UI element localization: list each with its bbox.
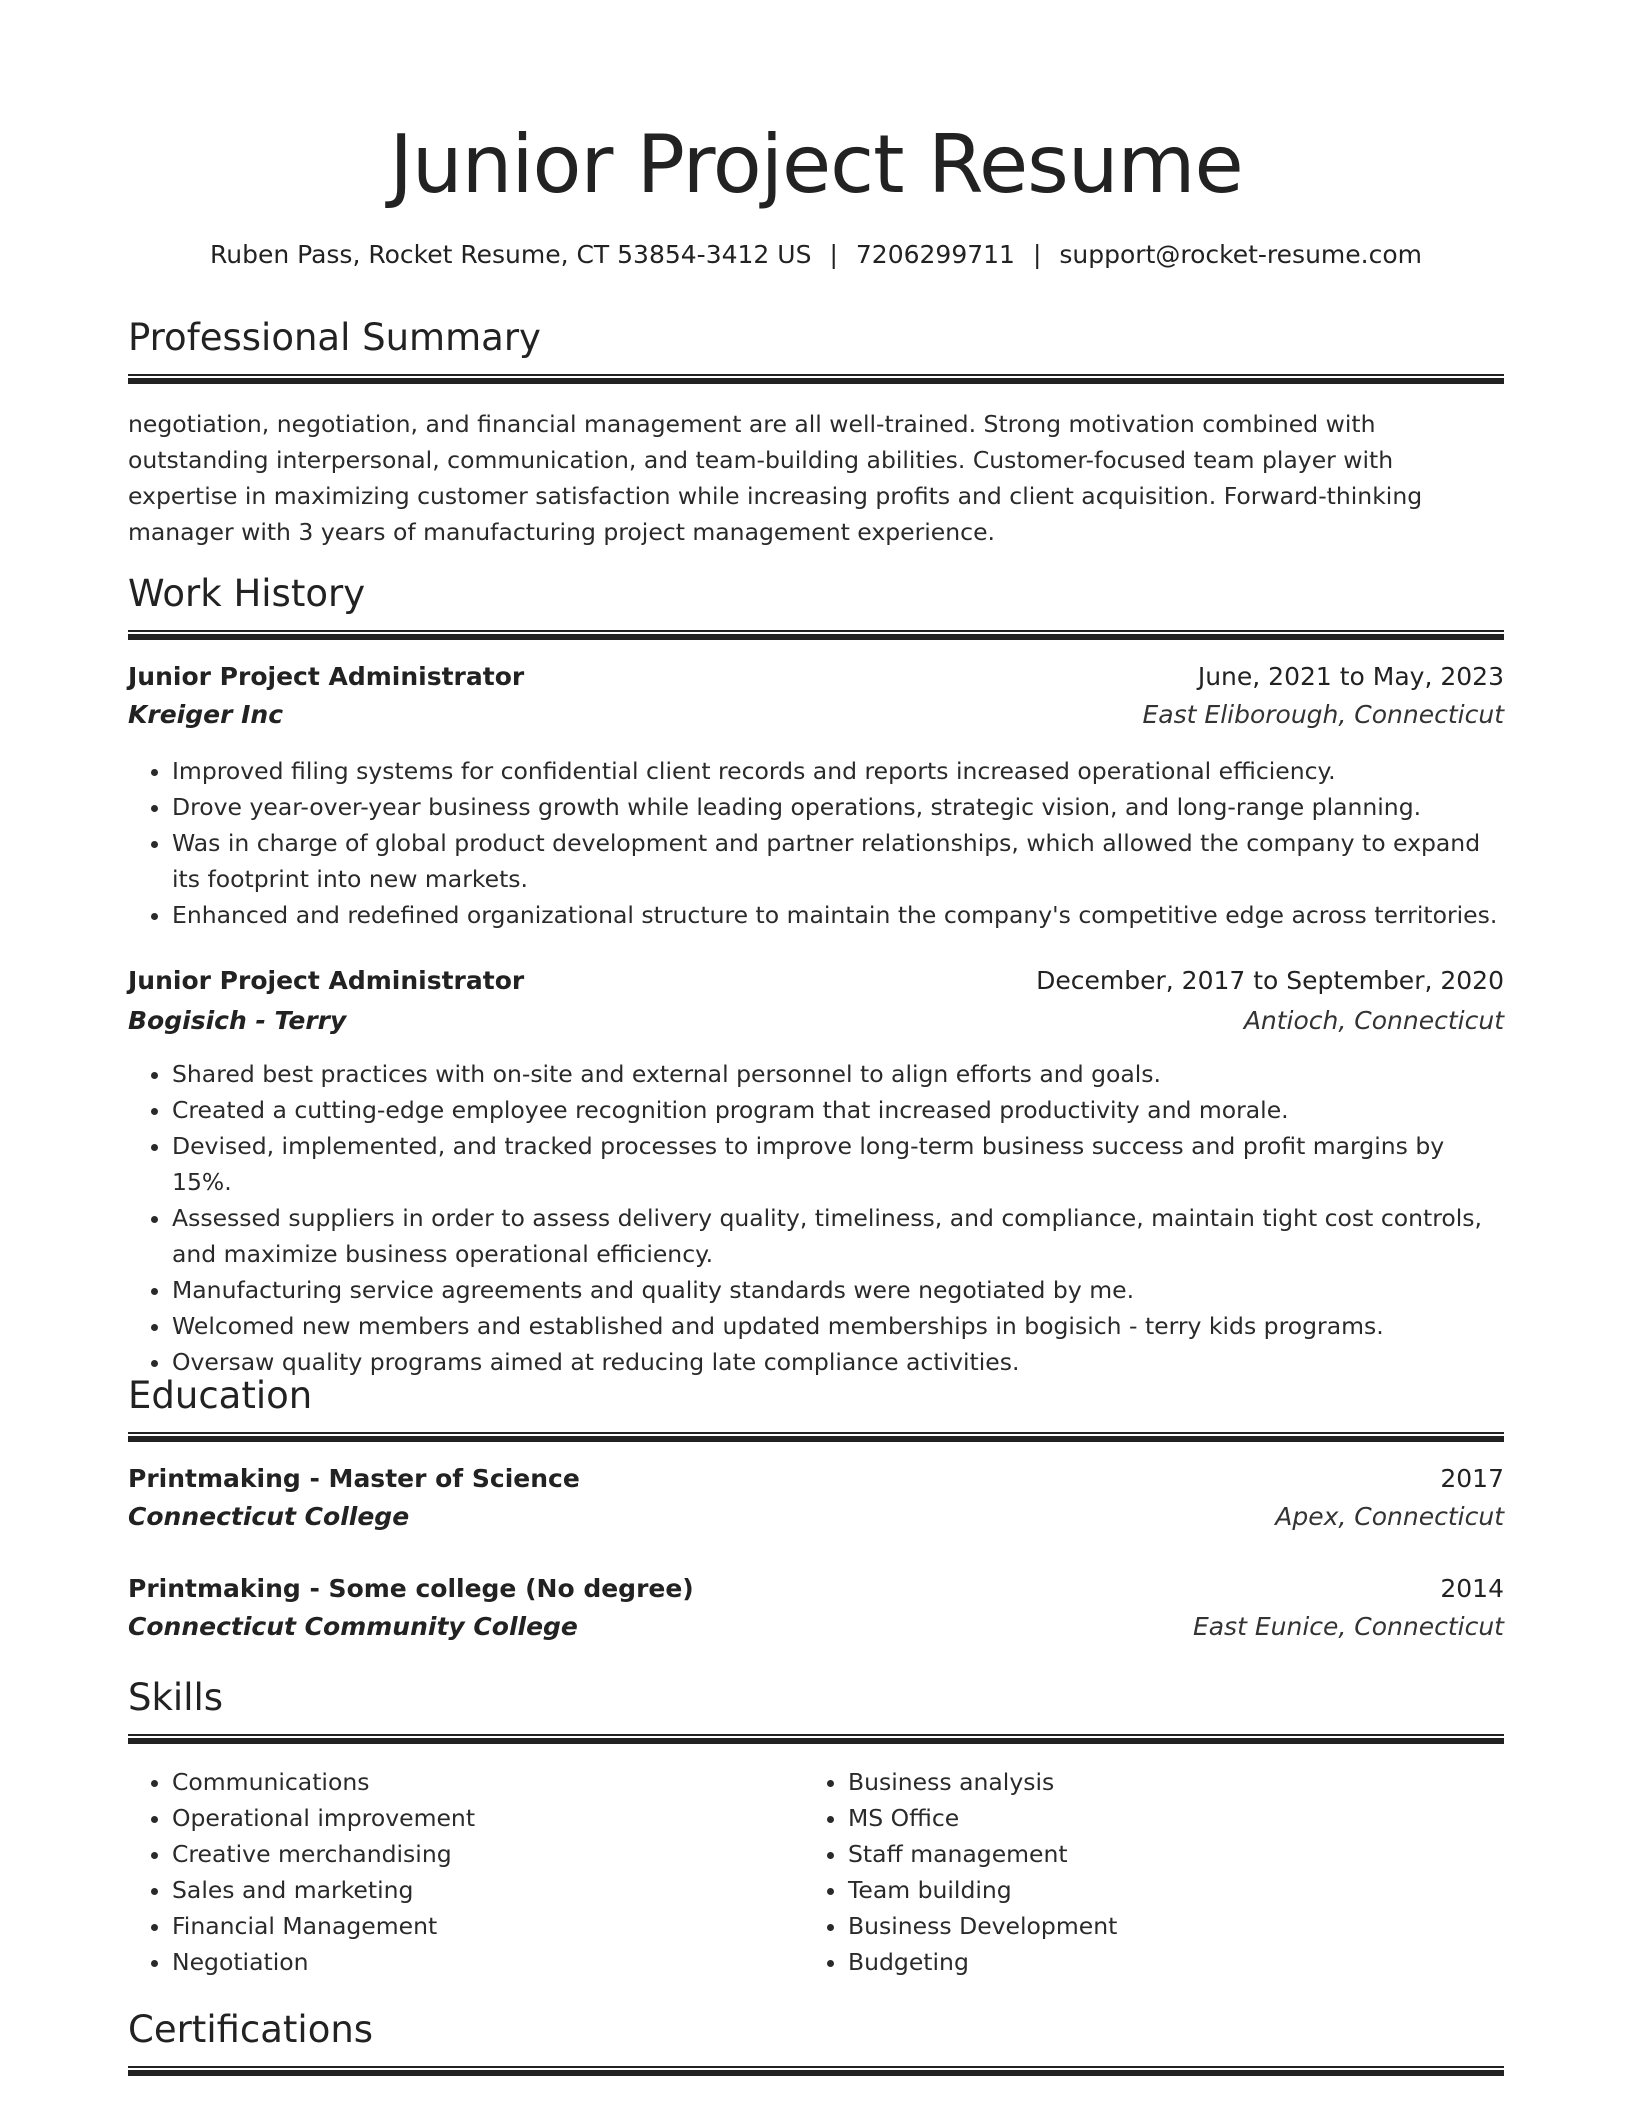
job-company: Kreiger Inc [128,700,284,729]
education-location: Apex, Connecticut [1275,1502,1504,1531]
skill-item: • Budgeting [848,1944,1444,1980]
list-item: • Welcomed new members and established and updated memberships in bogisich - terry kids programs. [172,1308,1504,1344]
list-item: • Devised, implemented, and tracked processes to improve long-term business success and profit margins by 15%. [172,1128,1504,1200]
skill-item: • Financial Management [172,1908,768,1944]
list-item: • Shared best practices with on-site and external personnel to align efforts and goals. [172,1056,1504,1092]
skill-item: • Business Development [848,1908,1444,1944]
skill-item: • Negotiation [172,1944,768,1980]
skill-item: • MS Office [848,1800,1444,1836]
education-header [128,1574,1504,1610]
contact-phone: 7206299711 [855,240,1015,269]
skills-heading: Skills [128,1676,224,1719]
list-item: • Assessed suppliers in order to assess delivery quality, timeliness, and compliance, maintain tight cost controls, and maximize business operational efficiency. [172,1200,1504,1272]
education-school: Connecticut College [128,1502,410,1531]
list-item: • Drove year-over-year business growth while leading operations, strategic vision, and long-range planning. [172,789,1504,825]
skill-item: • Communications [172,1764,768,1800]
job-subheader [128,1006,1504,1042]
contact-address: Ruben Pass, Rocket Resume, CT 53854-3412 US [210,240,812,269]
job-header [128,966,1504,1002]
work-history-heading: Work History [128,572,366,615]
contact-line [128,240,1504,269]
education-year: 2017 [1440,1464,1504,1493]
skill-item: • Creative merchandising [172,1836,768,1872]
skill-item: • Operational improvement [172,1800,768,1836]
section-divider [128,1432,1504,1442]
job-title: Junior Project Administrator [128,966,525,995]
section-divider [128,1734,1504,1744]
skills-list-right [804,1764,1444,1980]
job-header [128,662,1504,698]
job-dates: June, 2021 to May, 2023 [1197,662,1504,691]
summary-text: negotiation, negotiation, and financial management are all well-trained. Strong motivation combined with outstanding interpersonal, communication, and team-building abilities. Customer-focused team player with expertise in maximizing customer satisfaction while increasing profits and client acquisition. Forward-thinking manager with 3 years of manufacturing project management experience. [128,410,1423,546]
summary-heading: Professional Summary [128,316,541,359]
education-subheader [128,1612,1504,1648]
list-item: • Improved filing systems for confidential client records and reports increased operational efficiency. [172,753,1504,789]
section-divider [128,374,1504,384]
section-divider [128,2066,1504,2076]
contact-email: support@rocket-resume.com [1059,240,1422,269]
job-company: Bogisich - Terry [128,1006,347,1035]
section-divider [128,630,1504,640]
job-dates: December, 2017 to September, 2020 [1036,966,1504,995]
list-item: • Oversaw quality programs aimed at reducing late compliance activities. [172,1344,1504,1380]
list-item: • Manufacturing service agreements and quality standards were negotiated by me. [172,1272,1504,1308]
education-subheader [128,1502,1504,1538]
skills-list-left [128,1764,768,1980]
education-school: Connecticut Community College [128,1612,578,1641]
education-location: East Eunice, Connecticut [1192,1612,1504,1641]
job-title: Junior Project Administrator [128,662,525,691]
contact-separator: | [1032,240,1042,269]
education-degree: Printmaking - Some college (No degree) [128,1574,694,1603]
skill-item: • Business analysis [848,1764,1444,1800]
list-item: • Was in charge of global product development and partner relationships, which allowed the company to expand its footprint into new markets. [172,825,1504,897]
certifications-heading: Certifications [128,2008,374,2051]
job-subheader [128,700,1504,736]
list-item: • Created a cutting-edge employee recognition program that increased productivity and morale. [172,1092,1504,1128]
education-heading: Education [128,1374,313,1417]
job-bullets [128,1056,1504,1380]
job-location: Antioch, Connecticut [1243,1006,1504,1035]
education-header [128,1464,1504,1500]
job-bullets [128,753,1504,933]
skill-item: • Sales and marketing [172,1872,768,1908]
skill-item: • Staff management [848,1836,1444,1872]
education-degree: Printmaking - Master of Science [128,1464,580,1493]
list-item: • Enhanced and redefined organizational structure to maintain the company's competitive edge across territories. [172,897,1504,933]
job-location: East Eliborough, Connecticut [1142,700,1504,729]
contact-separator: | [829,240,838,269]
resume-title: Junior Project Resume [389,118,1243,211]
skill-item: • Team building [848,1872,1444,1908]
education-year: 2014 [1440,1574,1504,1603]
